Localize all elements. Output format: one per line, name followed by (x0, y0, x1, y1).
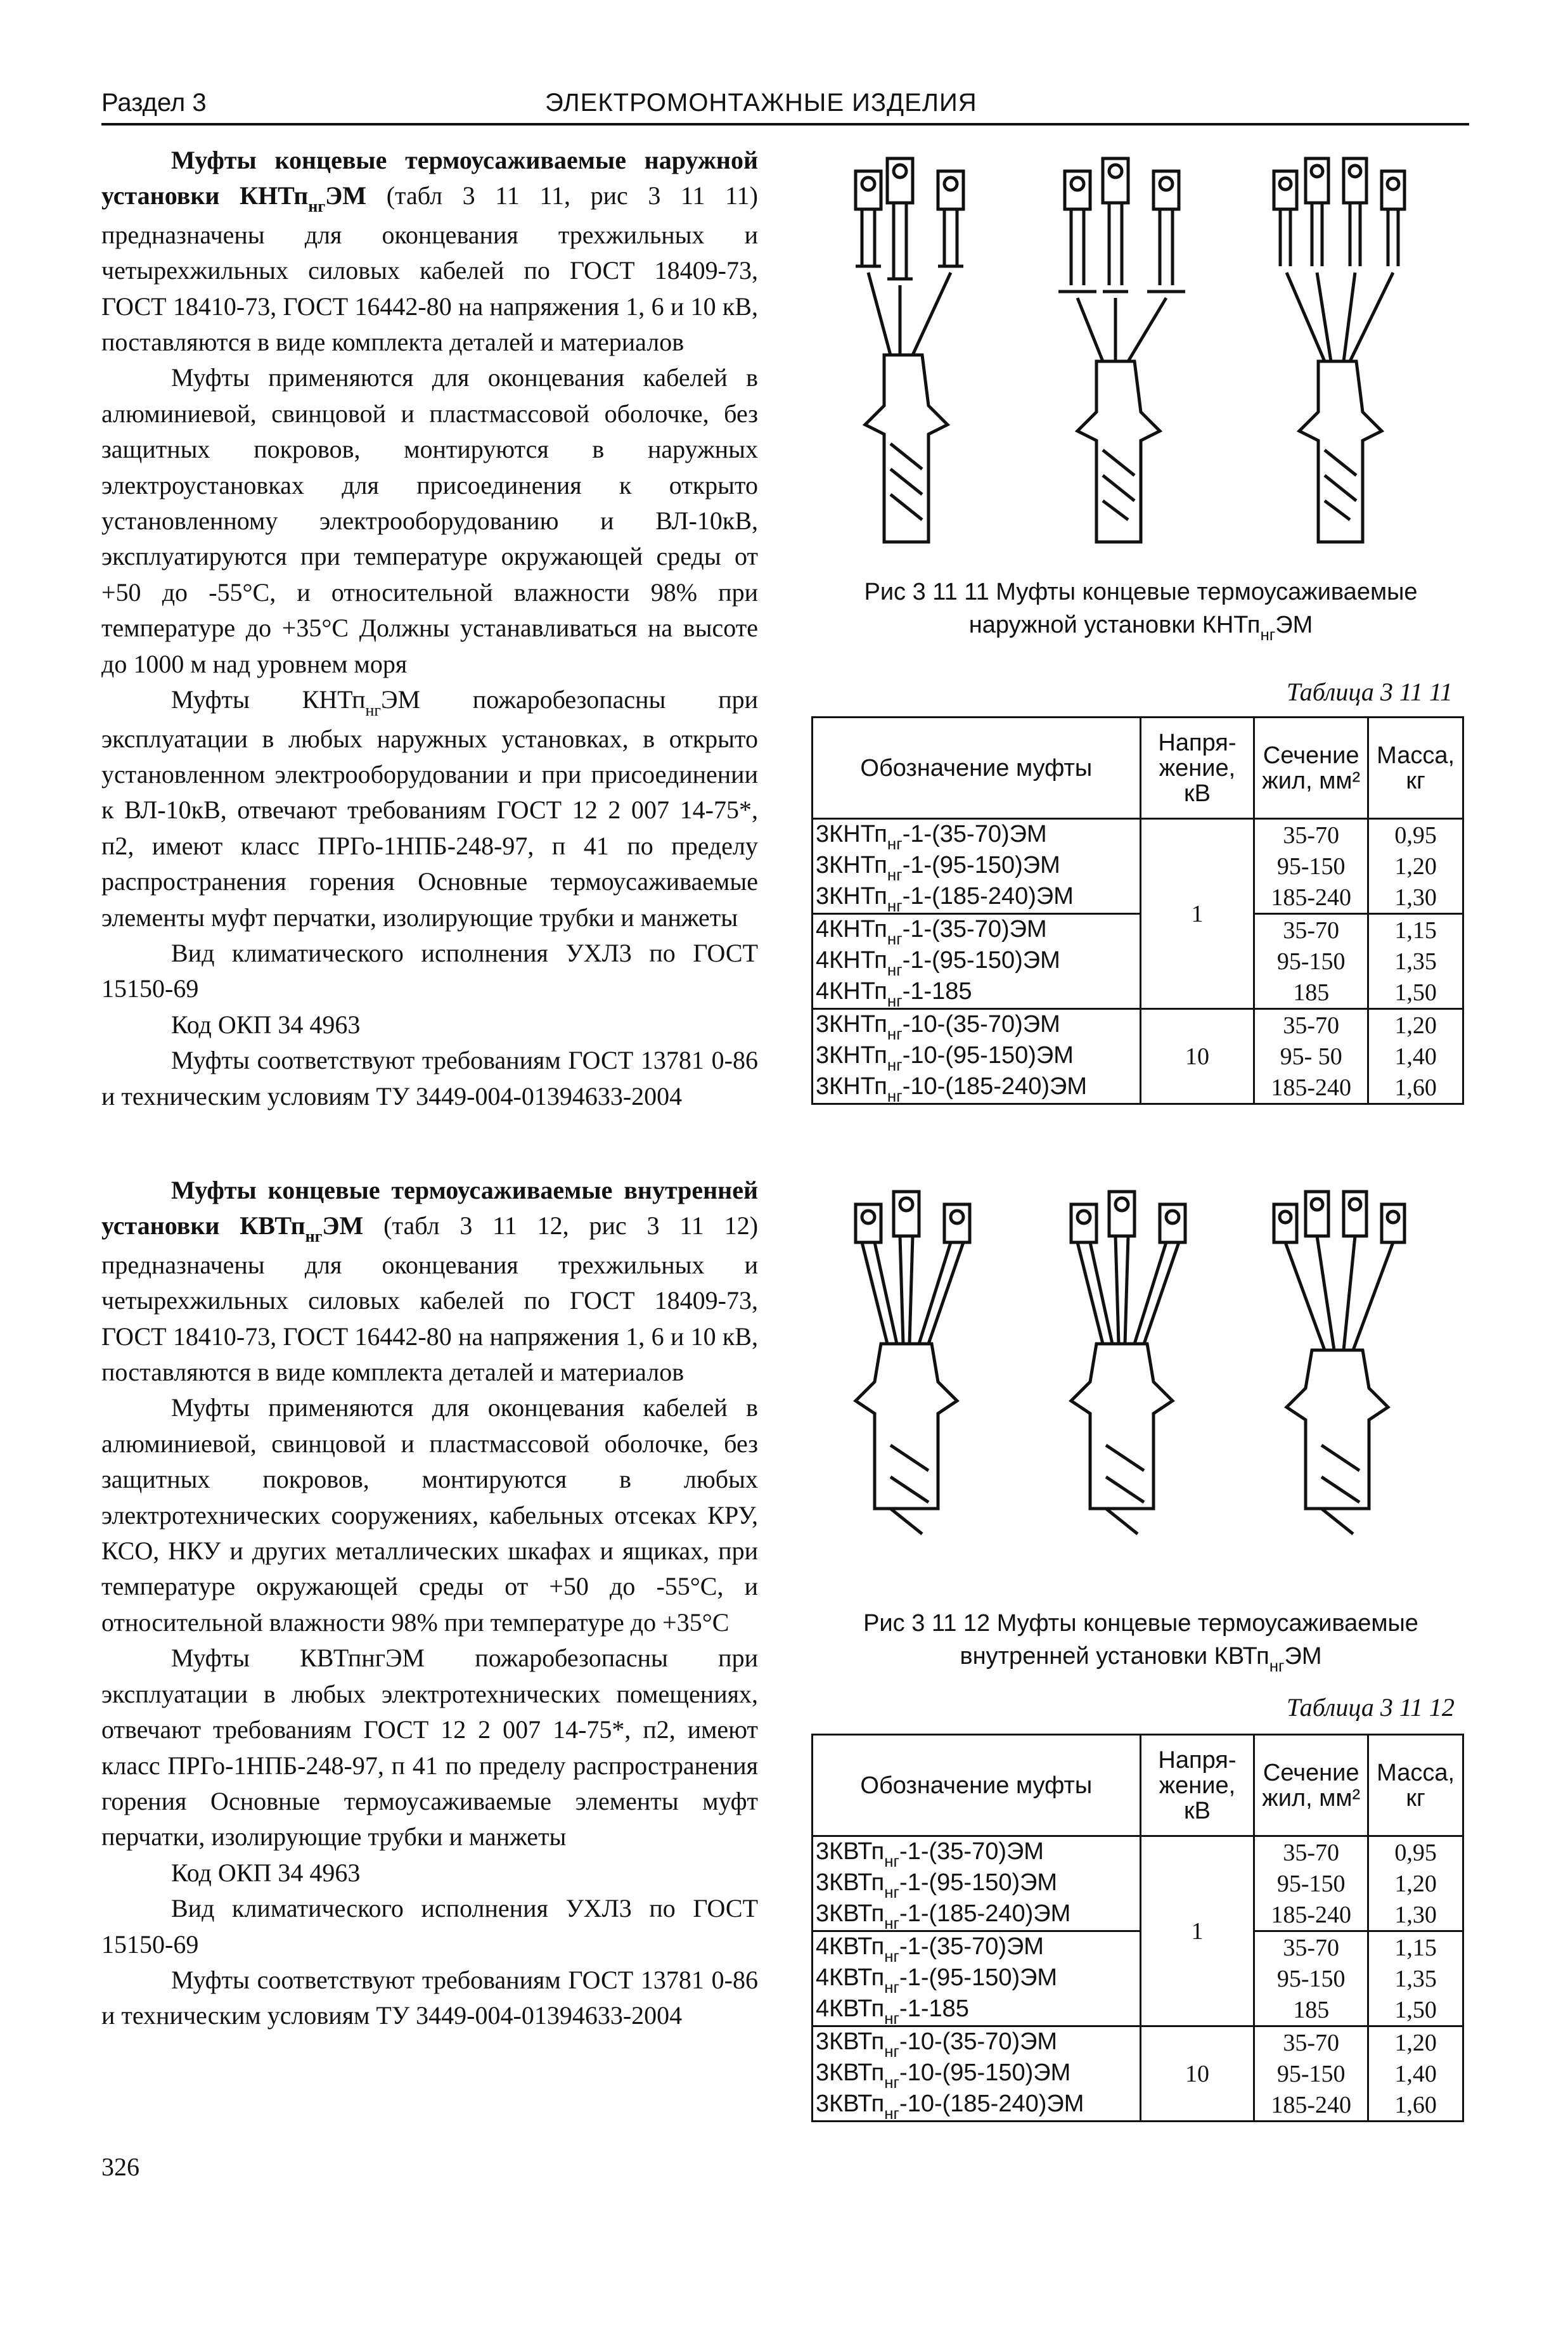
cell-mass: 1,15 (1368, 914, 1463, 946)
knt-para-1: Муфты применяются для оконцевания кабелей в алюминиевой, свинцовой и пластмассовой оболочке, без защитных покровов, монтируются в наружных электроустановках для присоединения к открыто установленному электрооборудованию и ВЛ-10кВ, эксплуатируются при температуре окружающей среды от +50 до -55°С, и относительной влажности 98% при температуре до +35°С Должны устанавливаться на высоте до 1000 м над уровнем моря (101, 363, 758, 678)
page-header-title: ЭЛЕКТРОМОНТАЖНЫЕ ИЗДЕЛИЯ (545, 89, 977, 117)
cell-mass: 1,60 (1368, 2089, 1463, 2122)
table-row (813, 2026, 1463, 2059)
cell-section: 35-70 (1254, 1009, 1368, 1041)
cell-mass: 0,95 (1368, 819, 1463, 851)
cell-section: 35-70 (1254, 2026, 1368, 2059)
knt-termination-illustration (805, 146, 1477, 551)
fig-3-11-12-caption-line-2: внутренней установки КВТп$_{нг}$ЭМ (960, 1643, 1322, 1675)
cell-section: 185-240 (1254, 882, 1368, 914)
cell-mass: 1,35 (1368, 1963, 1463, 1994)
knt-title: Муфты концевые термоусаживаемые наружной установки КНТп$_{нг}$ЭМ (101, 146, 758, 216)
cell-mass: 1,40 (1368, 1041, 1463, 1072)
cell-mass: 1,20 (1368, 851, 1463, 882)
table-row (813, 1868, 1463, 1899)
table-3-11-12-body (813, 1836, 1463, 2122)
kvt-termination-3-core-10kv (1071, 1192, 1185, 1534)
knt-para-5: Муфты соответствуют требованиям ГОСТ 13781 0-86 и техническим условиям ТУ 3449-004-01394633-2004 (101, 1046, 758, 1111)
cell-mass: 1,50 (1368, 1994, 1463, 2026)
table-row (813, 914, 1463, 946)
table-row (813, 1994, 1463, 2026)
kvt-termination-illustration (805, 1179, 1477, 1585)
cell-designation: 3КВТп$_{нг}$-10-(95-150)ЭМ (813, 2058, 1141, 2089)
kvt-title: Муфты концевые термоусаживаемые внутренней установки КВТп$_{нг}$ЭМ (101, 1176, 758, 1246)
cell-mass: 1,50 (1368, 977, 1463, 1009)
table-row (813, 1836, 1463, 1869)
fig-3-11-11-caption-line-2: наружной установки КНТп$_{нг}$ЭМ (968, 612, 1313, 644)
table-3-11-11 (811, 716, 1464, 1105)
table-3-11-11-body (813, 819, 1463, 1104)
fig-3-11-12-caption (811, 1607, 1470, 1675)
cell-section: 185 (1254, 1994, 1368, 2026)
table-row (813, 2089, 1463, 2122)
kvt-para-5: Муфты соответствуют требованиям ГОСТ 13781 0-86 и техническим условиям ТУ 3449-004-01394633-2004 (101, 1965, 758, 2030)
knt-description (101, 143, 758, 1114)
table-row (813, 2058, 1463, 2089)
cell-section: 185-240 (1254, 2089, 1368, 2122)
cell-mass: 1,20 (1368, 1009, 1463, 1041)
cell-mass: 1,30 (1368, 1899, 1463, 1931)
cell-designation: 4КВТп$_{нг}$-1-(35-70)ЭМ (813, 1931, 1141, 1964)
table-row (813, 1041, 1463, 1072)
cell-mass: 1,20 (1368, 2026, 1463, 2059)
col-header-section: Сечение жил, мм² (1254, 1735, 1368, 1836)
cell-designation: 3КВТп$_{нг}$-10-(35-70)ЭМ (813, 2026, 1141, 2059)
table-row (813, 851, 1463, 882)
cell-voltage: 10 (1140, 1009, 1254, 1104)
cell-section: 35-70 (1254, 914, 1368, 946)
table-row (813, 1072, 1463, 1104)
col-header-mass: Масса, кг (1368, 1735, 1463, 1836)
header-rule (101, 123, 1469, 126)
cell-voltage: 10 (1140, 2026, 1254, 2122)
knt-intro: Муфты концевые термоусаживаемые наружной установки КНТп$_{нг}$ЭМ (табл 3 11 11, рис 3 11 11) предназначены для оконцевания трехжильных и четырехжильных силовых кабелей по ГОСТ 18409-73, ГОСТ 18410-73, ГОСТ 16442-80 на напряжения 1, 6 и 10 кВ, поставляются в виде комплекта деталей и материалов (101, 146, 759, 357)
cell-designation: 3КНТп$_{нг}$-1-(35-70)ЭМ (813, 819, 1141, 851)
cell-designation: 3КВТп$_{нг}$-1-(95-150)ЭМ (813, 1868, 1141, 1899)
table-row (813, 977, 1463, 1009)
knt-para-4: Код ОКП 34 4963 (171, 1010, 361, 1039)
cell-section: 35-70 (1254, 819, 1368, 851)
cell-designation: 4КНТп$_{нг}$-1-(95-150)ЭМ (813, 946, 1141, 977)
cell-designation: 3КВТп$_{нг}$-1-(185-240)ЭМ (813, 1899, 1141, 1931)
col-header-voltage: Напря-жение, кВ (1140, 1735, 1254, 1836)
cell-designation: 3КНТп$_{нг}$-1-(95-150)ЭМ (813, 851, 1141, 882)
cell-designation: 4КВТп$_{нг}$-1-(95-150)ЭМ (813, 1963, 1141, 1994)
knt-termination-4-core (1274, 158, 1404, 542)
fig-3-11-11-caption-line-1: Рис 3 11 11 Муфты концевые термоусаживаемые (864, 579, 1418, 605)
cell-designation: 3КНТп$_{нг}$-10-(35-70)ЭМ (813, 1009, 1141, 1041)
cell-section: 95- 50 (1254, 1041, 1368, 1072)
col-header-section: Сечение жил, мм² (1254, 718, 1368, 819)
table-row (813, 946, 1463, 977)
kvt-para-1: Муфты применяются для оконцевания кабелей в алюминиевой, свинцовой и пластмассовой оболочке, без защитных покровов, монтируются в любых электротехнических сооружениях, кабельных отсеках КРУ, КСО, НКУ и других металлических шкафах и ящиках, при температуре окружающей среды от +50 до -55°С, и относительной влажности 98% при температуре до +35°С (101, 1393, 758, 1637)
col-header-mass: Масса, кг (1368, 718, 1463, 819)
cell-designation: 4КВТп$_{нг}$-1-185 (813, 1994, 1141, 2026)
col-header-designation: Обозначение муфты (813, 718, 1141, 819)
table-row (813, 1899, 1463, 1931)
kvt-intro: Муфты концевые термоусаживаемые внутренней установки КВТп$_{нг}$ЭМ (табл 3 11 12, рис 3 11 12) предназначены для оконцевания трехжильных и четырехжильных силовых кабелей по ГОСТ 18409-73, ГОСТ 18410-73, ГОСТ 16442-80 на напряжения 1, 6 и 10 кВ, поставляются в виде комплекта деталей и материалов (101, 1176, 759, 1387)
page-number: 326 (101, 2153, 139, 2181)
table-row (813, 882, 1463, 914)
kvt-para-2: Муфты КВТпнгЭМ пожаробезопасны при эксплуатации в любых электротехнических помещениях, отвечают требованиям ГОСТ 12 2 007 14-75*, п2, имеют класс ПРГо-1НПБ-248-97, п 41 по пределу распространения горения Основные термоусаживаемые элементы муфт перчатки, изолирующие трубки и манжеты (101, 1644, 758, 1852)
cell-designation: 3КНТп$_{нг}$-1-(185-240)ЭМ (813, 882, 1141, 914)
table-row (813, 1009, 1463, 1041)
cell-section: 185-240 (1254, 1899, 1368, 1931)
cell-designation: 3КВТп$_{нг}$-10-(185-240)ЭМ (813, 2089, 1141, 2122)
cell-designation: 4КНТп$_{нг}$-1-185 (813, 977, 1141, 1009)
cell-mass: 1,30 (1368, 882, 1463, 914)
knt-para-2: Муфты КНТп$_{нг}$ЭМ пожаробезопасны при эксплуатации в любых наружных установках, в открыто установленном электрооборудовании и при присоединении к ВЛ-10кВ, отвечают требованиям ГОСТ 12 2 007 14-75*, п2, имеют класс ПРГо-1НПБ-248-97, п 41 по пределу распространения горения Основные термоусаживаемые элементы муфт перчатки, изолирующие трубки и манжеты (101, 685, 759, 932)
kvt-description (101, 1173, 758, 2034)
cell-section: 35-70 (1254, 1836, 1368, 1869)
knt-para-3: Вид климатического исполнения УХЛ3 по ГОСТ 15150-69 (101, 938, 758, 1003)
cell-section: 95-150 (1254, 2058, 1368, 2089)
cell-mass: 1,20 (1368, 1868, 1463, 1899)
table-row (813, 819, 1463, 851)
cell-voltage: 1 (1140, 1836, 1254, 2026)
cell-mass: 1,40 (1368, 2058, 1463, 2089)
cell-section: 185 (1254, 977, 1368, 1009)
cell-section: 95-150 (1254, 946, 1368, 977)
cell-section: 95-150 (1254, 851, 1368, 882)
cell-voltage: 1 (1140, 819, 1254, 1009)
table-3-11-12 (811, 1734, 1464, 2122)
cell-section: 95-150 (1254, 1868, 1368, 1899)
col-header-voltage: Напря-жение, кВ (1140, 718, 1254, 819)
cell-section: 185-240 (1254, 1072, 1368, 1104)
table-3-11-12-label: Таблица 3 11 12 (1287, 1693, 1455, 1722)
cell-mass: 0,95 (1368, 1836, 1463, 1869)
cell-mass: 1,15 (1368, 1931, 1463, 1964)
kvt-termination-4-core (1274, 1192, 1404, 1534)
cell-mass: 1,35 (1368, 946, 1463, 977)
cell-section: 95-150 (1254, 1963, 1368, 1994)
kvt-para-4: Вид климатического исполнения УХЛ3 по ГОСТ 15150-69 (101, 1894, 758, 1959)
table-row (813, 1963, 1463, 1994)
table-row (813, 1931, 1463, 1964)
cell-designation: 3КНТп$_{нг}$-10-(185-240)ЭМ (813, 1072, 1141, 1104)
section-label: Раздел 3 (101, 89, 207, 117)
col-header-designation: Обозначение муфты (813, 1735, 1141, 1836)
knt-termination-3-core (856, 158, 963, 542)
knt-termination-3-core-10kv (1058, 158, 1185, 542)
kvt-termination-3-core (856, 1192, 970, 1534)
cell-mass: 1,60 (1368, 1072, 1463, 1104)
fig-3-11-11-caption (811, 576, 1470, 643)
table-3-11-11-label: Таблица 3 11 11 (1287, 678, 1453, 706)
cell-designation: 3КВТп$_{нг}$-1-(35-70)ЭМ (813, 1836, 1141, 1869)
cell-designation: 4КНТп$_{нг}$-1-(35-70)ЭМ (813, 914, 1141, 946)
cell-designation: 3КНТп$_{нг}$-10-(95-150)ЭМ (813, 1041, 1141, 1072)
fig-3-11-12-caption-line-1: Рис 3 11 12 Муфты концевые термоусаживаемые (863, 1610, 1418, 1637)
cell-section: 35-70 (1254, 1931, 1368, 1964)
kvt-para-3: Код ОКП 34 4963 (171, 1858, 361, 1887)
